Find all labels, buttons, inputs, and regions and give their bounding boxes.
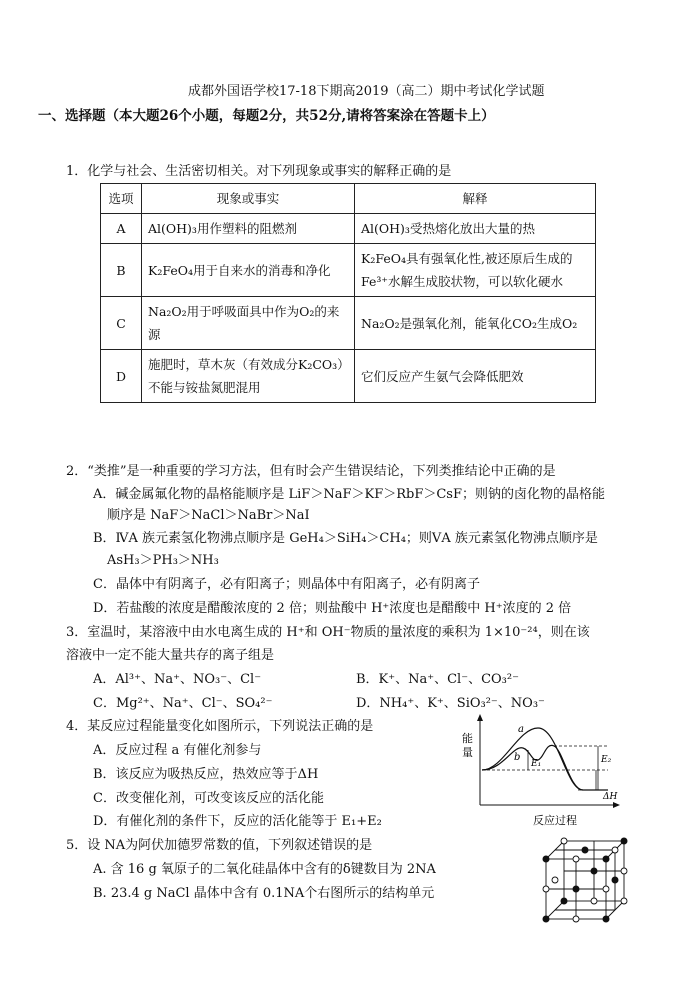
curve-a: [482, 728, 608, 790]
q2-option-c: C．晶体中有阴离子，必有阳离子；则晶体中有阳离子，必有阴离子: [93, 577, 480, 592]
label-b: b: [514, 752, 521, 763]
label-e2: E₂: [601, 755, 612, 765]
q1-table: [100, 183, 596, 403]
q2-option-d: D．若盐酸的浓度是醋酸浓度的 2 倍；则盐酸中 H⁺浓度也是醋酸中 H⁺浓度的 2 倍: [93, 601, 572, 616]
q3-option-d: D．NH₄⁺、K⁺、SiO₃²⁻、NO₃⁻: [356, 696, 545, 711]
q4-option-a: A．反应过程 a 有催化剂参与: [93, 743, 262, 758]
q2-option-b-line1: B．ⅣA 族元素氢化物沸点顺序是 GeH₄＞SiH₄＞CH₄；则ⅤA 族元素氢化物沸点顺序是: [93, 531, 598, 546]
header-explain: 解释: [355, 184, 596, 214]
energy-diagram: [458, 710, 628, 830]
q5-option-b: B. 23.4 g NaCl 晶体中含有 0.1NA个右图所示的结构单元: [93, 886, 435, 901]
q2-option-b-line2: AsH₃＞PH₃＞NH₃: [107, 553, 219, 568]
nacl-crystal-diagram: [536, 834, 636, 924]
q2-stem: 2．“类推”是一种重要的学习方法，但有时会产生错误结论，下列类推结论中正确的是: [66, 464, 556, 479]
row-fact: K₂FeO₄用于自来水的消毒和净化: [142, 244, 355, 297]
table-row: [101, 297, 596, 350]
row-fact: Na₂O₂用于呼吸面具中作为O₂的来源: [142, 297, 355, 350]
row-option: A: [101, 214, 142, 244]
section-heading: 一、选择题（本大题26个小题，每题2分，共52分,请将答案涂在答题卡上）: [38, 108, 495, 124]
y-axis-arrow: [477, 714, 483, 721]
page-title: 成都外国语学校17-18下期高2019（高二）期中考试化学试题: [188, 84, 545, 99]
label-e1: E₁: [531, 759, 542, 769]
q4-option-b: B．该反应为吸热反应，热效应等于ΔH: [93, 767, 319, 782]
row-option: B: [101, 244, 142, 297]
q5-option-a: A. 含 16 g 氧原子的二氧化硅晶体中含有的δ键数目为 2NA: [93, 862, 436, 877]
q3-option-b: B．K⁺、Na⁺、Cl⁻、CO₃²⁻: [356, 672, 519, 687]
row-explain: K₂FeO₄具有强氧化性,被还原后生成的Fe³⁺水解生成胶状物，可以软化硬水: [355, 244, 596, 297]
row-fact: Al(OH)₃用作塑料的阻燃剂: [142, 214, 355, 244]
q3-stem-line1: 3．室温时，某溶液中由水电离生成的 H⁺和 OH⁻物质的量浓度的乘积为 1×10⁻²⁴，则在该: [66, 625, 590, 640]
label-a: a: [518, 724, 524, 735]
q3-option-c: C．Mg²⁺、Na⁺、Cl⁻、SO₄²⁻: [93, 696, 273, 711]
table-row: [101, 350, 596, 403]
q3-stem-line2: 溶液中一定不能大量共存的离子组是: [66, 648, 275, 663]
q4-option-d: D．有催化剂的条件下，反应的活化能等于 E₁+E₂: [93, 814, 382, 829]
row-option: D: [101, 350, 142, 403]
y-axis-label-1: 能: [462, 732, 473, 745]
table-row: [101, 244, 596, 297]
row-option: C: [101, 297, 142, 350]
label-dh: ΔH: [603, 792, 618, 802]
q4-stem: 4．某反应过程能量变化如图所示，下列说法正确的是: [66, 719, 374, 734]
header-fact: 现象或事实: [142, 184, 355, 214]
header-option: 选项: [101, 184, 142, 214]
row-explain: 它们反应产生氨气会降低肥效: [355, 350, 596, 403]
x-axis-label: 反应过程: [533, 814, 577, 827]
q1-stem: 1．化学与社会、生活密切相关。对下列现象或事实的解释正确的是: [66, 164, 452, 179]
q4-option-c: C．改变催化剂，可改变该反应的活化能: [93, 791, 324, 806]
x-axis-arrow: [613, 802, 620, 808]
q2-option-a-line1: A．碱金属氟化物的晶格能顺序是 LiF＞NaF＞KF＞RbF＞CsF；则钠的卤化物的晶格能: [93, 487, 605, 502]
table-header-row: [101, 184, 596, 214]
q5-stem: 5．设 NA为阿伏加德罗常数的值，下列叙述错误的是: [66, 838, 373, 853]
row-explain: Al(OH)₃受热熔化放出大量的热: [355, 214, 596, 244]
y-axis-label-2: 量: [462, 746, 473, 759]
q3-option-a: A．Al³⁺、Na⁺、NO₃⁻、Cl⁻: [93, 672, 262, 687]
row-fact: 施肥时，草木灰（有效成分K₂CO₃）不能与铵盐氮肥混用: [142, 350, 355, 403]
table-row: [101, 214, 596, 244]
row-explain: Na₂O₂是强氧化剂，能氧化CO₂生成O₂: [355, 297, 596, 350]
q2-option-a-line2: 顺序是 NaF＞NaCl＞NaBr＞NaI: [107, 508, 310, 523]
